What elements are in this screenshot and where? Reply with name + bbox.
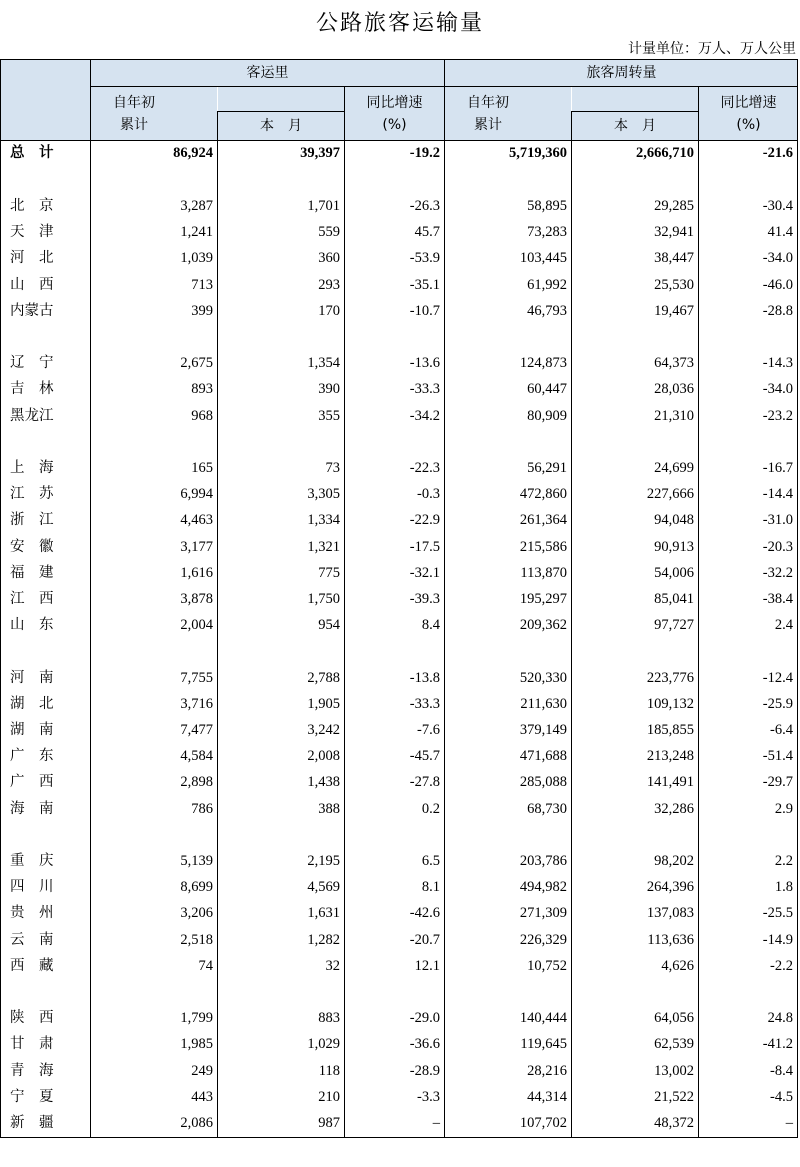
cell-cum-turnover: 261,364 xyxy=(519,512,567,529)
cell-cum-turnover: 46,793 xyxy=(527,302,567,319)
cell-month-passengers: 360 xyxy=(318,250,340,267)
cell-cum-passengers: 6,994 xyxy=(180,486,213,503)
cell-month-passengers: 954 xyxy=(318,617,340,634)
cell-yoy-turnover: -46.0 xyxy=(762,276,793,293)
cell-yoy-turnover: 2.4 xyxy=(774,617,793,634)
region-name: 黑龙江 xyxy=(10,407,54,424)
cell-yoy-passengers: -13.6 xyxy=(409,355,440,372)
cell-month-turnover: 98,202 xyxy=(654,853,694,869)
table-row xyxy=(0,691,798,717)
cell-yoy-passengers: 0.2 xyxy=(421,800,440,817)
cell-cum-passengers: 968 xyxy=(191,407,213,424)
cell-cum-passengers: 249 xyxy=(191,1062,213,1079)
table-row xyxy=(0,1084,798,1110)
cell-cum-passengers: 893 xyxy=(191,381,213,398)
table-row xyxy=(0,1031,798,1057)
region-name: 江 苏 xyxy=(10,486,54,503)
cell-month-turnover: 32,286 xyxy=(654,800,694,817)
cell-cum-turnover: 520,330 xyxy=(519,669,567,686)
cell-month-turnover: 94,048 xyxy=(654,512,694,529)
cell-month-turnover: 38,447 xyxy=(654,250,694,267)
cell-month-turnover: 264,396 xyxy=(646,879,694,896)
cell-month-passengers: 883 xyxy=(318,1010,340,1027)
cell-yoy-turnover: 1.8 xyxy=(774,879,793,896)
region-name: 河 南 xyxy=(10,669,54,686)
cell-yoy-passengers: -22.9 xyxy=(409,512,440,529)
region-name: 四 川 xyxy=(10,879,54,896)
cell-cum-passengers: 2,518 xyxy=(180,931,213,948)
cell-month-turnover: 19,467 xyxy=(654,302,694,319)
cell-month-turnover: 21,310 xyxy=(654,407,694,424)
cell-yoy-turnover: -20.3 xyxy=(762,538,793,555)
cell-cum-passengers: 3,287 xyxy=(180,198,213,214)
cell-month-turnover: 113,636 xyxy=(647,931,694,948)
header-cum-line2: 累计 xyxy=(474,116,502,133)
cell-cum-turnover: 226,329 xyxy=(519,931,567,948)
cell-month-turnover: 48,372 xyxy=(654,1115,694,1131)
header-group-turnover: 旅客周转量 xyxy=(445,60,798,86)
cell-yoy-passengers: -36.6 xyxy=(409,1036,440,1053)
cell-month-passengers: 1,282 xyxy=(307,931,340,948)
cell-cum-passengers: 1,039 xyxy=(180,250,213,267)
cell-cum-passengers: 786 xyxy=(191,800,213,817)
cell-yoy-turnover: -14.3 xyxy=(762,355,793,372)
table-header xyxy=(0,60,798,140)
header-cum-line1: 自年初 xyxy=(113,94,155,111)
region-name: 江 西 xyxy=(10,591,54,607)
cell-cum-turnover: 44,314 xyxy=(527,1088,567,1105)
cell-yoy-turnover: -38.4 xyxy=(762,591,793,607)
region-name: 湖 南 xyxy=(10,722,54,738)
cell-cum-passengers: 7,755 xyxy=(180,669,213,686)
cell-cum-turnover: 209,362 xyxy=(519,617,567,634)
header-yoy-line2: (%) xyxy=(736,116,761,133)
cell-cum-passengers: 7,477 xyxy=(180,722,213,738)
cell-yoy-turnover: -51.4 xyxy=(762,748,793,765)
cell-yoy-passengers: -19.2 xyxy=(409,145,440,161)
cell-yoy-passengers: 8.1 xyxy=(421,879,440,896)
header-yoy-line1: 同比增速 xyxy=(366,94,423,111)
cell-cum-passengers: 74 xyxy=(198,957,213,974)
cell-month-turnover: 85,041 xyxy=(654,591,694,607)
page-title: 公路旅客运输量 xyxy=(315,11,484,36)
cell-cum-passengers: 1,616 xyxy=(180,564,213,581)
header-group-passengers: 客运里 xyxy=(91,60,444,86)
cell-month-passengers: 39,397 xyxy=(300,145,340,161)
table-row xyxy=(0,586,798,612)
region-name: 山 东 xyxy=(10,617,54,634)
table-row xyxy=(0,900,798,926)
cell-yoy-turnover: -32.2 xyxy=(762,564,793,581)
cell-month-passengers: 1,631 xyxy=(307,905,340,922)
cell-cum-turnover: 56,291 xyxy=(527,460,567,476)
cell-cum-turnover: 472,860 xyxy=(519,486,567,503)
region-name: 陕 西 xyxy=(10,1010,54,1027)
cell-month-turnover: 29,285 xyxy=(654,198,694,214)
cell-yoy-passengers: -13.8 xyxy=(409,669,440,686)
cell-cum-turnover: 271,309 xyxy=(519,905,567,922)
cell-month-passengers: 4,569 xyxy=(307,879,340,896)
table-row xyxy=(0,848,798,874)
cell-cum-passengers: 3,177 xyxy=(180,538,213,555)
table-row xyxy=(0,743,798,769)
cell-month-turnover: 223,776 xyxy=(646,669,694,686)
cell-yoy-passengers: -35.1 xyxy=(409,276,440,293)
cell-yoy-turnover: -12.4 xyxy=(762,669,793,686)
table-row xyxy=(0,481,798,507)
cell-cum-passengers: 399 xyxy=(191,302,213,319)
table-row xyxy=(0,1110,798,1136)
cell-cum-turnover: 60,447 xyxy=(527,381,567,398)
cell-month-turnover: 64,373 xyxy=(654,355,694,372)
rule-top xyxy=(0,59,798,60)
cell-cum-passengers: 3,716 xyxy=(180,695,213,712)
cell-month-turnover: 227,666 xyxy=(646,486,694,503)
table-row xyxy=(0,298,798,324)
cell-month-passengers: 775 xyxy=(318,564,340,581)
cell-cum-passengers: 2,898 xyxy=(180,774,213,791)
table-row xyxy=(0,507,798,533)
region-name: 重 庆 xyxy=(10,853,54,869)
cell-yoy-passengers: 8.4 xyxy=(421,617,440,634)
cell-month-passengers: 559 xyxy=(318,224,340,241)
header-month-1-top xyxy=(218,87,344,111)
cell-month-passengers: 987 xyxy=(318,1115,340,1131)
cell-yoy-passengers: -26.3 xyxy=(409,198,440,214)
table-row xyxy=(0,796,798,822)
cell-cum-turnover: 379,149 xyxy=(519,722,567,738)
cell-yoy-turnover: – xyxy=(785,1115,793,1131)
cell-yoy-turnover: -2.2 xyxy=(770,957,793,974)
region-name: 甘 肃 xyxy=(10,1036,54,1053)
rule-month-2 xyxy=(572,111,698,112)
region-name: 福 建 xyxy=(10,564,54,581)
region-name: 吉 林 xyxy=(10,381,54,398)
cell-month-passengers: 210 xyxy=(318,1088,340,1105)
cell-month-passengers: 1,334 xyxy=(307,512,340,529)
cell-month-passengers: 1,750 xyxy=(307,591,340,607)
cell-yoy-turnover: -21.6 xyxy=(762,145,793,161)
cell-yoy-passengers: -22.3 xyxy=(409,460,440,476)
cell-yoy-turnover: -14.9 xyxy=(762,931,793,948)
total-row xyxy=(0,140,798,166)
cell-cum-passengers: 165 xyxy=(191,460,213,476)
region-name: 山 西 xyxy=(10,276,54,293)
cell-cum-turnover: 5,719,360 xyxy=(509,145,567,161)
header-month-1: 本 月 xyxy=(218,112,344,140)
cell-yoy-passengers: -53.9 xyxy=(409,250,440,267)
table-row xyxy=(0,272,798,298)
header-month-2-top xyxy=(572,87,698,111)
cell-cum-passengers: 2,086 xyxy=(180,1115,213,1131)
cell-yoy-turnover: -4.5 xyxy=(770,1088,793,1105)
cell-month-passengers: 1,029 xyxy=(307,1036,340,1053)
header-yoy-line2: (%) xyxy=(382,116,407,133)
cell-cum-turnover: 119,645 xyxy=(520,1036,567,1053)
cell-yoy-passengers: -10.7 xyxy=(409,302,440,319)
cell-yoy-turnover: -41.2 xyxy=(762,1036,793,1053)
cell-yoy-turnover: -14.4 xyxy=(762,486,793,503)
table-row xyxy=(0,245,798,271)
cell-month-passengers: 170 xyxy=(318,302,340,319)
cell-yoy-passengers: -20.7 xyxy=(409,931,440,948)
cell-month-passengers: 355 xyxy=(318,407,340,424)
cell-month-turnover: 4,626 xyxy=(661,957,694,974)
cell-month-turnover: 24,699 xyxy=(654,460,694,476)
cell-month-passengers: 1,905 xyxy=(307,695,340,712)
cell-yoy-turnover: 2.9 xyxy=(774,800,793,817)
cell-cum-passengers: 713 xyxy=(191,276,213,293)
cell-yoy-passengers: -45.7 xyxy=(409,748,440,765)
table-row xyxy=(0,717,798,743)
cell-cum-turnover: 195,297 xyxy=(519,591,567,607)
cell-yoy-turnover: -34.0 xyxy=(762,381,793,398)
cell-cum-passengers: 5,139 xyxy=(180,853,213,869)
cell-yoy-turnover: -34.0 xyxy=(762,250,793,267)
header-month-2: 本 月 xyxy=(572,112,698,140)
header-corner xyxy=(0,60,90,140)
cell-cum-turnover: 80,909 xyxy=(527,407,567,424)
table-row xyxy=(0,953,798,979)
cell-yoy-passengers: 12.1 xyxy=(414,957,440,974)
cell-yoy-turnover: -16.7 xyxy=(762,460,793,476)
region-name: 湖 北 xyxy=(10,695,54,712)
region-name: 辽 宁 xyxy=(10,355,54,372)
cell-yoy-turnover: -29.7 xyxy=(762,774,793,791)
region-name: 内蒙古 xyxy=(10,302,54,319)
cell-yoy-passengers: 6.5 xyxy=(421,853,440,869)
cell-yoy-passengers: -0.3 xyxy=(417,486,440,503)
cell-cum-passengers: 2,675 xyxy=(180,355,213,372)
cell-month-passengers: 118 xyxy=(318,1062,340,1079)
region-name: 新 疆 xyxy=(10,1115,54,1131)
cell-yoy-passengers: -28.9 xyxy=(409,1062,440,1079)
cell-cum-turnover: 113,870 xyxy=(520,564,567,581)
table-row xyxy=(0,560,798,586)
cell-cum-turnover: 61,992 xyxy=(527,276,567,293)
header-yoy-2 xyxy=(699,87,798,140)
cell-cum-turnover: 471,688 xyxy=(519,748,567,765)
cell-yoy-turnover: -23.2 xyxy=(762,407,793,424)
table-row xyxy=(0,874,798,900)
cell-cum-passengers: 1,985 xyxy=(180,1036,213,1053)
cell-month-turnover: 13,002 xyxy=(654,1062,694,1079)
cell-yoy-passengers: -33.3 xyxy=(409,695,440,712)
cell-month-passengers: 293 xyxy=(318,276,340,293)
region-name: 广 东 xyxy=(10,748,54,765)
cell-yoy-passengers: -17.5 xyxy=(409,538,440,555)
cell-month-turnover: 25,530 xyxy=(654,276,694,293)
cell-yoy-turnover: -30.4 xyxy=(762,198,793,214)
region-name: 广 西 xyxy=(10,774,54,791)
cell-month-turnover: 62,539 xyxy=(654,1036,694,1053)
cell-month-passengers: 2,008 xyxy=(307,748,340,765)
region-name: 安 徽 xyxy=(10,538,54,555)
table-row xyxy=(0,927,798,953)
cell-month-turnover: 90,913 xyxy=(654,538,694,555)
cell-cum-turnover: 10,752 xyxy=(527,957,567,974)
cell-cum-passengers: 1,799 xyxy=(180,1010,213,1027)
cell-month-turnover: 54,006 xyxy=(654,564,694,581)
cell-yoy-passengers: -42.6 xyxy=(409,905,440,922)
region-name: 青 海 xyxy=(10,1062,54,1079)
cell-month-turnover: 2,666,710 xyxy=(636,145,694,161)
cell-yoy-passengers: -39.3 xyxy=(409,591,440,607)
header-yoy-1 xyxy=(345,87,444,140)
cell-month-turnover: 32,941 xyxy=(654,224,694,241)
cell-cum-turnover: 124,873 xyxy=(519,355,567,372)
cell-yoy-turnover: -6.4 xyxy=(770,722,793,738)
table-row xyxy=(0,455,798,481)
cell-month-passengers: 1,438 xyxy=(307,774,340,791)
cell-cum-passengers: 3,878 xyxy=(180,591,213,607)
cell-yoy-passengers: -27.8 xyxy=(409,774,440,791)
cell-cum-passengers: 2,004 xyxy=(180,617,213,634)
cell-month-passengers: 1,701 xyxy=(307,198,340,214)
cell-cum-passengers: 443 xyxy=(191,1088,213,1105)
header-cum-line2: 累计 xyxy=(120,116,148,133)
cell-cum-turnover: 103,445 xyxy=(519,250,567,267)
cell-yoy-passengers: -32.1 xyxy=(409,564,440,581)
table-row xyxy=(0,350,798,376)
cell-yoy-passengers: 45.7 xyxy=(414,224,440,241)
table-row xyxy=(0,534,798,560)
region-name: 天 津 xyxy=(10,224,54,241)
rule-bottom xyxy=(0,1137,798,1138)
region-name: 西 藏 xyxy=(10,957,54,974)
table-row xyxy=(0,193,798,219)
cell-month-turnover: 97,727 xyxy=(654,617,694,634)
cell-yoy-turnover: -28.8 xyxy=(762,302,793,319)
region-name: 云 南 xyxy=(10,931,54,948)
cell-yoy-passengers: -29.0 xyxy=(409,1010,440,1027)
cell-cum-passengers: 86,924 xyxy=(173,145,213,161)
cell-month-turnover: 141,491 xyxy=(646,774,694,791)
table-row xyxy=(0,769,798,795)
cell-month-passengers: 390 xyxy=(318,381,340,398)
cell-cum-turnover: 140,444 xyxy=(519,1010,567,1027)
cell-cum-passengers: 1,241 xyxy=(180,224,213,241)
cell-cum-turnover: 58,895 xyxy=(527,198,567,214)
region-name: 浙 江 xyxy=(10,512,54,529)
region-name: 河 北 xyxy=(10,250,54,267)
region-name: 上 海 xyxy=(10,460,54,476)
cell-month-passengers: 1,354 xyxy=(307,355,340,372)
header-cum-2 xyxy=(445,87,571,140)
cell-yoy-turnover: -31.0 xyxy=(762,512,793,529)
cell-month-turnover: 185,855 xyxy=(646,722,694,738)
header-cum-1 xyxy=(91,87,217,140)
cell-cum-turnover: 73,283 xyxy=(527,224,567,241)
cell-yoy-passengers: -34.2 xyxy=(409,407,440,424)
cell-cum-turnover: 107,702 xyxy=(519,1115,567,1131)
cell-yoy-passengers: -3.3 xyxy=(417,1088,440,1105)
cell-cum-turnover: 285,088 xyxy=(519,774,567,791)
cell-yoy-passengers: -7.6 xyxy=(417,722,440,738)
cell-cum-passengers: 3,206 xyxy=(180,905,213,922)
cell-cum-turnover: 28,216 xyxy=(527,1062,567,1079)
cell-cum-turnover: 203,786 xyxy=(519,853,567,869)
cell-month-passengers: 1,321 xyxy=(307,538,340,555)
table-row xyxy=(0,665,798,691)
cell-month-passengers: 32 xyxy=(325,957,340,974)
cell-month-passengers: 388 xyxy=(318,800,340,817)
unit-label: 计量单位：万人、万人公里 xyxy=(628,41,796,57)
cell-month-turnover: 213,248 xyxy=(646,748,694,765)
region-name: 海 南 xyxy=(10,800,54,817)
header-yoy-line1: 同比增速 xyxy=(720,94,777,111)
cell-month-passengers: 73 xyxy=(325,460,340,476)
cell-cum-passengers: 8,699 xyxy=(180,879,213,896)
cell-yoy-turnover: 24.8 xyxy=(767,1010,793,1027)
table-row xyxy=(0,403,798,429)
table-row xyxy=(0,219,798,245)
total-label: 总 计 xyxy=(10,145,54,161)
cell-yoy-turnover: 41.4 xyxy=(767,224,793,241)
cell-yoy-passengers: -33.3 xyxy=(409,381,440,398)
cell-cum-turnover: 215,586 xyxy=(519,538,567,555)
cell-cum-turnover: 211,630 xyxy=(520,695,567,712)
cell-yoy-turnover: -8.4 xyxy=(770,1062,793,1079)
header-cum-line1: 自年初 xyxy=(467,94,509,111)
cell-cum-passengers: 4,584 xyxy=(180,748,213,765)
cell-month-passengers: 3,305 xyxy=(307,486,340,503)
cell-month-turnover: 28,036 xyxy=(654,381,694,398)
cell-month-turnover: 64,056 xyxy=(654,1010,694,1027)
cell-yoy-turnover: -25.5 xyxy=(762,905,793,922)
cell-month-turnover: 21,522 xyxy=(654,1088,694,1105)
cell-cum-turnover: 68,730 xyxy=(527,800,567,817)
cell-month-passengers: 3,242 xyxy=(307,722,340,738)
table-row xyxy=(0,376,798,402)
cell-yoy-turnover: -25.9 xyxy=(762,695,793,712)
cell-cum-turnover: 494,982 xyxy=(519,879,567,896)
cell-cum-passengers: 4,463 xyxy=(180,512,213,529)
cell-yoy-turnover: 2.2 xyxy=(774,853,793,869)
cell-month-turnover: 109,132 xyxy=(646,695,694,712)
region-name: 宁 夏 xyxy=(10,1088,54,1105)
table-row xyxy=(0,1005,798,1031)
table-row xyxy=(0,612,798,638)
cell-month-passengers: 2,195 xyxy=(307,853,340,869)
cell-yoy-passengers: – xyxy=(432,1115,440,1131)
rule-month-1 xyxy=(218,111,344,112)
table-row xyxy=(0,1058,798,1084)
region-name: 贵 州 xyxy=(10,905,54,922)
cell-month-turnover: 137,083 xyxy=(646,905,694,922)
region-name: 北 京 xyxy=(10,198,54,214)
cell-month-passengers: 2,788 xyxy=(307,669,340,686)
